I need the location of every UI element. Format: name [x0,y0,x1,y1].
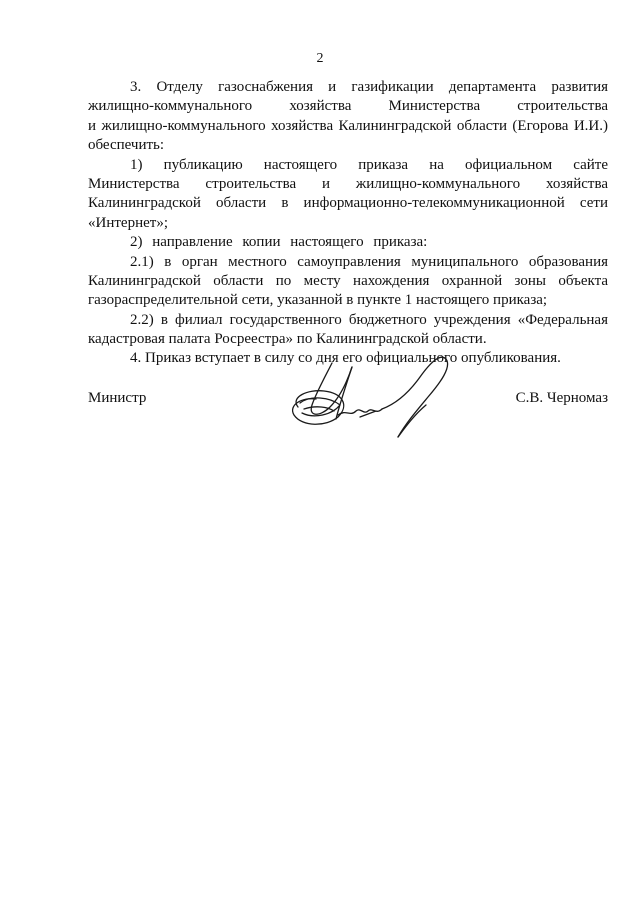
text-line: 2.2) в филиал государственного бюджетного учреждения «Федеральная [130,311,608,328]
text-line: жилищно-коммунального хозяйства Министерства строительства [88,98,608,115]
text-line: 1) публикацию настоящего приказа на официальном сайте [130,156,608,173]
text-line: Калининградской области по месту нахождения охранной зоны объекта [88,272,608,289]
text-line: 2.1) в орган местного самоуправления муниципального образования [130,253,608,270]
text-line: Калининградской области в информационно-телекоммуникационной сети [88,195,608,212]
handwritten-signature [280,345,480,450]
text-line: 3. Отделу газоснабжения и газификации департамента развития [130,79,608,95]
page-number: 2 [316,51,324,66]
text-line: кадастровая палата Росреестра» по Калининградской области. [88,331,487,348]
text-line: газораспределительной сети, указанной в пункте 1 настоящего приказа; [88,292,548,309]
text-line: Министерства строительства и жилищно-коммунального хозяйства [88,175,608,192]
text-line: 2) направление копии настоящего приказа: [130,234,428,251]
signatory-role: Министр [88,390,147,406]
text-line: обеспечить: [88,137,165,154]
signatory-name: С.В. Черномаз [515,390,608,406]
text-line: «Интернет»; [88,214,168,231]
document-body [88,78,608,369]
text-line: и жилищно-коммунального хозяйства Калининградской области (Егорова И.И.) [88,117,608,134]
text-line: 4. Приказ вступает в силу со дня его официального опубликования. [130,350,561,367]
